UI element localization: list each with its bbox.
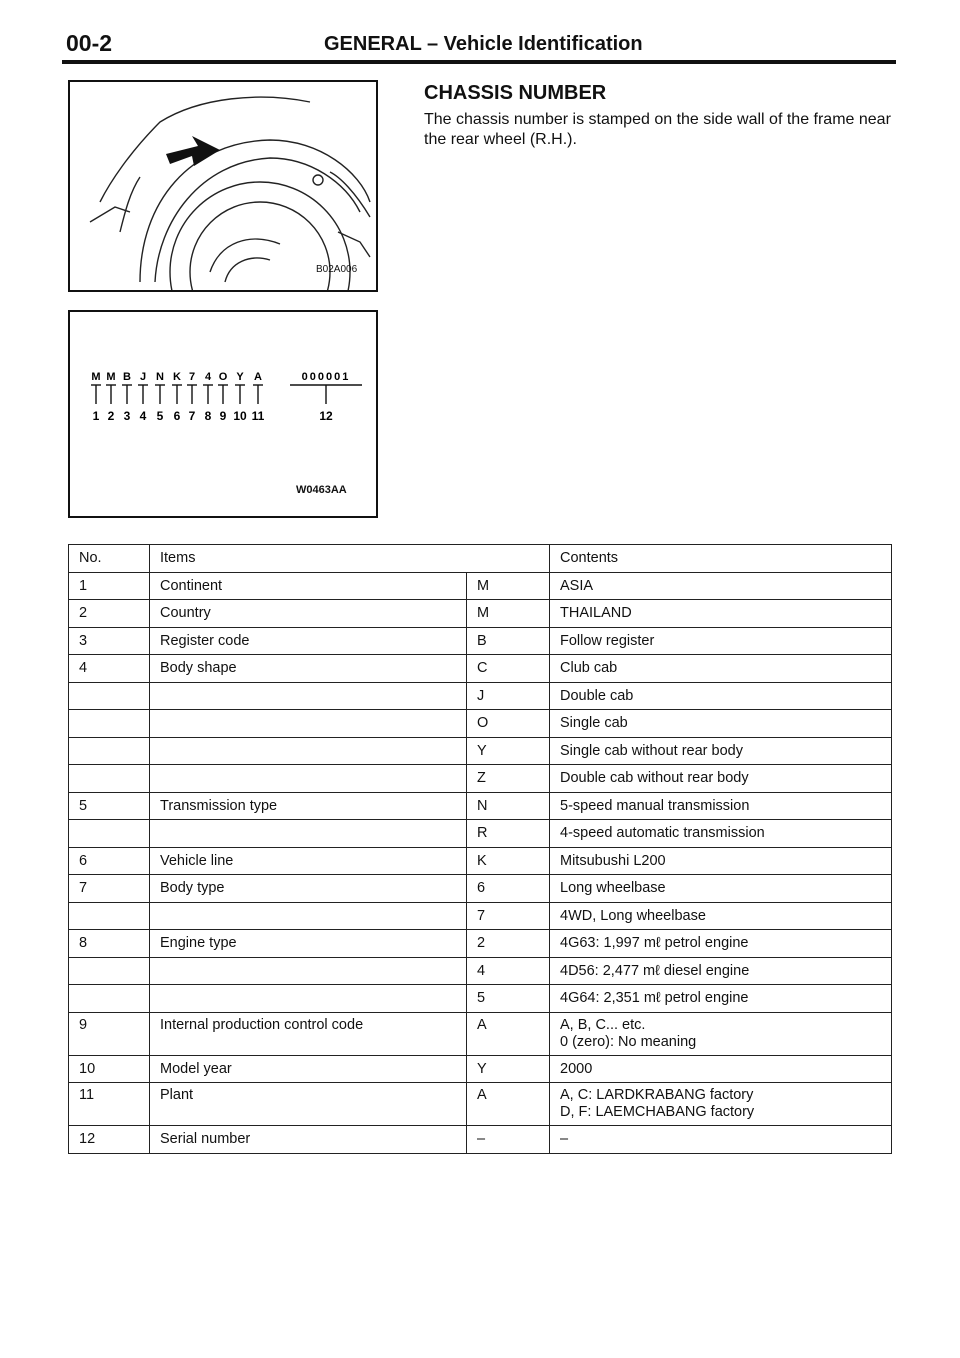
vin-position: 2 [107, 409, 115, 423]
row-no [69, 737, 150, 765]
vin-position: 5 [156, 409, 164, 423]
table-row [69, 1055, 892, 1083]
row-content: Follow register [550, 627, 892, 655]
row-content: 4WD, Long wheelbase [550, 902, 892, 930]
table-row [69, 710, 892, 738]
row-code: Z [467, 765, 550, 793]
table-row [69, 820, 892, 848]
row-code: 4 [467, 957, 550, 985]
table-row [69, 1126, 892, 1154]
table-row [69, 957, 892, 985]
row-content [550, 1012, 892, 1055]
row-item: Register code [150, 627, 467, 655]
rear-wheel-figure [68, 80, 378, 292]
row-item: Engine type [150, 930, 467, 958]
vin-char: B [123, 371, 131, 383]
row-item: Vehicle line [150, 847, 467, 875]
row-no: 11 [69, 1083, 150, 1126]
vin-position: 11 [251, 409, 265, 423]
table-row [69, 682, 892, 710]
header-items: Items [150, 545, 550, 573]
row-code: 6 [467, 875, 550, 903]
row-code: M [467, 572, 550, 600]
row-content: Single cab [550, 710, 892, 738]
vin-char: A [254, 371, 262, 383]
header-rule [62, 60, 896, 64]
row-content-line2: 0 (zero): No meaning [560, 1033, 697, 1050]
table-row [69, 930, 892, 958]
vehicle-identification-table [68, 544, 892, 1154]
row-item: Transmission type [150, 792, 467, 820]
table-row [69, 1012, 892, 1055]
row-no: 3 [69, 627, 150, 655]
vin-serial: 000001 [301, 371, 351, 383]
vin-position: 8 [204, 409, 212, 423]
vin-position: 7 [188, 409, 196, 423]
table-row [69, 572, 892, 600]
vin-position: 3 [123, 409, 131, 423]
vin-position: 6 [173, 409, 181, 423]
table-row [69, 627, 892, 655]
row-content: 4D56: 2,477 mℓ diesel engine [550, 957, 892, 985]
vin-char: M [106, 371, 116, 383]
row-item: Body shape [150, 655, 467, 683]
row-content: Double cab [550, 682, 892, 710]
row-content: – [550, 1126, 892, 1154]
table-row [69, 792, 892, 820]
row-item [150, 985, 467, 1013]
row-content: Long wheelbase [550, 875, 892, 903]
row-item [150, 682, 467, 710]
row-no: 1 [69, 572, 150, 600]
row-code: M [467, 600, 550, 628]
row-item: Continent [150, 572, 467, 600]
row-no [69, 682, 150, 710]
row-content [550, 1083, 892, 1126]
row-code: A [467, 1083, 550, 1126]
vin-position: 10 [233, 409, 247, 423]
vin-serial-position: 12 [319, 409, 333, 423]
row-content: Double cab without rear body [550, 765, 892, 793]
row-item: Serial number [150, 1126, 467, 1154]
row-content: ASIA [550, 572, 892, 600]
row-no: 9 [69, 1012, 150, 1055]
row-code: O [467, 710, 550, 738]
row-item [150, 820, 467, 848]
row-no [69, 902, 150, 930]
row-code: C [467, 655, 550, 683]
row-item [150, 737, 467, 765]
row-content: 4G63: 1,997 mℓ petrol engine [550, 930, 892, 958]
row-item: Internal production control code [150, 1012, 467, 1055]
table-row [69, 902, 892, 930]
row-item [150, 710, 467, 738]
vin-char: Y [236, 371, 244, 383]
row-item: Model year [150, 1055, 467, 1083]
page-number: 00-2 [66, 30, 113, 56]
table-row [69, 600, 892, 628]
row-no: 7 [69, 875, 150, 903]
vin-char: 4 [204, 371, 212, 383]
row-item: Body type [150, 875, 467, 903]
row-item: Plant [150, 1083, 467, 1126]
chassis-number-format-figure [68, 310, 378, 518]
row-code: 5 [467, 985, 550, 1013]
figure-code: W0463AA [296, 484, 347, 496]
vin-position: 9 [219, 409, 227, 423]
row-content: 4G64: 2,351 mℓ petrol engine [550, 985, 892, 1013]
row-no [69, 765, 150, 793]
header-no: No. [69, 545, 150, 573]
vin-char: O [218, 371, 228, 383]
vin-char: M [91, 371, 101, 383]
row-content-line2: D, F: LAEMCHABANG factory [560, 1104, 755, 1120]
row-no: 5 [69, 792, 150, 820]
row-code: 2 [467, 930, 550, 958]
section-body: The chassis number is stamped on the side wall of the frame near the rear wheel (R.H.). [424, 111, 891, 148]
header-contents: Contents [550, 545, 892, 573]
section-title: CHASSIS NUMBER [424, 82, 607, 104]
vin-char: K [173, 371, 181, 383]
page-title: GENERAL – Vehicle Identification [324, 33, 643, 55]
row-code: R [467, 820, 550, 848]
table-row [69, 875, 892, 903]
table-row [69, 655, 892, 683]
vin-diagram [70, 312, 376, 462]
vin-position: 1 [92, 409, 100, 423]
row-code: B [467, 627, 550, 655]
row-content: Club cab [550, 655, 892, 683]
row-content-line1: A, B, C... etc. [560, 1016, 646, 1033]
row-no: 10 [69, 1055, 150, 1083]
page-header [66, 30, 896, 62]
row-code: 7 [467, 902, 550, 930]
row-no [69, 710, 150, 738]
row-code: K [467, 847, 550, 875]
row-code: N [467, 792, 550, 820]
row-content: 2000 [550, 1055, 892, 1083]
row-item: Country [150, 600, 467, 628]
table-row [69, 1083, 892, 1126]
row-no: 12 [69, 1126, 150, 1154]
row-code: Y [467, 737, 550, 765]
row-no [69, 820, 150, 848]
row-content: THAILAND [550, 600, 892, 628]
table-header-row [69, 545, 892, 573]
row-content-line1: A, C: LARDKRABANG factory [560, 1087, 754, 1103]
row-content: Single cab without rear body [550, 737, 892, 765]
vin-char: N [156, 371, 164, 383]
vin-position: 4 [139, 409, 147, 423]
row-code: – [467, 1126, 550, 1154]
vin-char: 7 [188, 371, 196, 383]
table-row [69, 985, 892, 1013]
vin-char: J [139, 371, 147, 383]
row-no [69, 957, 150, 985]
row-content: 5-speed manual transmission [550, 792, 892, 820]
table-row [69, 765, 892, 793]
row-code: Y [467, 1055, 550, 1083]
row-no: 4 [69, 655, 150, 683]
row-no: 2 [69, 600, 150, 628]
table-row [69, 737, 892, 765]
row-code: A [467, 1012, 550, 1055]
row-item [150, 902, 467, 930]
row-content: 4-speed automatic transmission [550, 820, 892, 848]
row-item [150, 765, 467, 793]
row-item [150, 957, 467, 985]
vehicle-rear-wheel-illustration [70, 82, 376, 290]
figure-code: B02A006 [316, 264, 358, 275]
row-no: 8 [69, 930, 150, 958]
row-content: Mitsubushi L200 [550, 847, 892, 875]
row-no: 6 [69, 847, 150, 875]
table-row [69, 847, 892, 875]
row-no [69, 985, 150, 1013]
row-code: J [467, 682, 550, 710]
